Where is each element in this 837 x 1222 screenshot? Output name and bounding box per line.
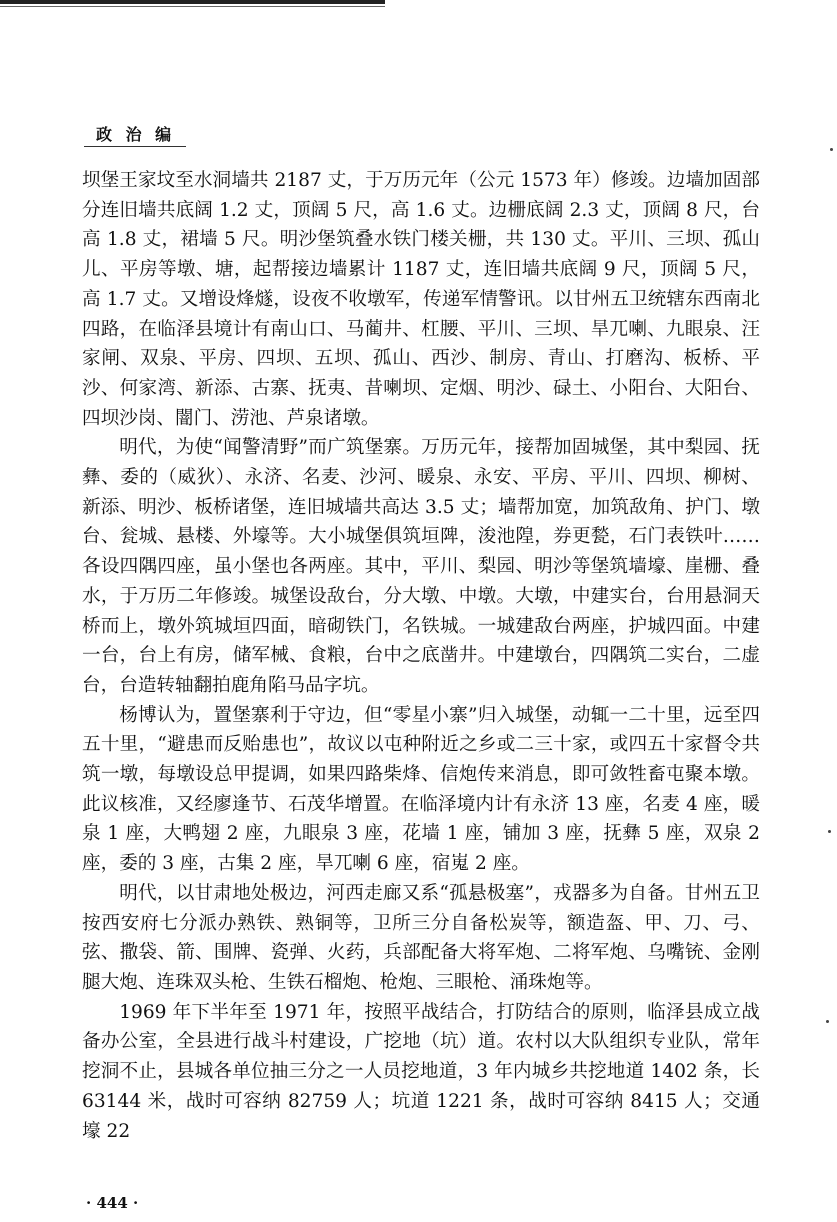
body-text — [82, 166, 760, 1146]
scan-speck — [828, 830, 831, 833]
paragraph-3: 杨博认为，置堡寨利于守边，但“零星小寨”归入城堡，动辄一二十里，远至四五十里，“避患而反贻患也”，故议以屯种附近之乡或二三十家，或四五十家督令共筑一墩，每墩设总甲提调，如果四路柴烽、信炮传来消息，即可敛牲畜屯聚本墩。此议核准，又经廖逢节、石茂华增置。在临泽境内计有永济 13 座，名麦 4 座，暖泉 1 座，大鸭翅 2 座，九眼泉 3 座，花墙 1 座，铺加 3 座，抚彝 5 座，双泉 2 座，委的 3 座，古集 2 座，旱兀喇 6 座，宿嵬 2 座。 — [82, 704, 760, 875]
top-border-line-thin — [0, 6, 385, 7]
top-border-line — [0, 0, 385, 4]
section-title: 政 治 编 — [96, 125, 176, 144]
page-number: · 444 · — [86, 1194, 139, 1212]
scan-speck — [830, 148, 833, 151]
header-rule — [84, 146, 186, 147]
paragraph-5: 1969 年下半年至 1971 年，按照平战结合，打防结合的原则，临泽县成立战备办公室，全县进行战斗村建设，广挖地（坑）道。农村以大队组织专业队，常年挖洞不止，县城各单位抽三分之一人员挖地道，3 年内城乡共挖地道 1402 条，长 63144 米，战时可容纳 82759 人；坑道 1221 条，战时可容纳 8415 人；交通壕 22 — [82, 1001, 760, 1142]
paragraph-4: 明代，以甘肃地处极边，河西走廊又系“孤悬极塞”，戎器多为自备。甘州五卫按西安府七分派办熟铁、熟铜等，卫所三分自备松炭等，额造盔、甲、刀、弓、弦、撒袋、箭、围牌、瓷弹、火药，兵部配备大将军炮、二将军炮、乌嘴铳、金刚腿大炮、连珠双头枪、生铁石榴炮、枪炮、三眼枪、涌珠炮等。 — [82, 882, 760, 993]
scan-speck — [826, 1020, 829, 1023]
paragraph-2: 明代，为使“闻警清野”而广筑堡寨。万历元年，接帮加固城堡，其中梨园、抚彝、委的（威狄）、永济、名麦、沙河、暖泉、永安、平房、平川、四坝、柳树、新添、明沙、板桥诸堡，连旧城墙共高达 3.5 丈；墙帮加宽，加筑敌角、护门、墩台、瓮城、悬楼、外壕等。大小城堡俱筑垣陴，浚池隍，券更甃，石门表铁叶……各设四隅四座，虽小堡也各两座。其中，平川、梨园、明沙等堡筑墙壕、崖栅、叠水，于万历二年修竣。城堡设敌台，分大墩、中墩。大墩，中建实台，台用悬洞天桥而上，墩外筑城垣四面，暗砌铁门，名铁城。一城建敌台两座，护城四面。中建一台，台上有房，储军械、食粮，台中之底凿井。中建墩台，四隅筑二实台，二虚台，台造转轴翻拍鹿角陷马品字坑。 — [82, 437, 760, 696]
paragraph-1: 坝堡王家坟至水洞墙共 2187 丈，于万历元年（公元 1573 年）修竣。边墙加固部分连旧墙共底阔 1.2 丈，顶阔 5 尺，高 1.6 丈。边栅底阔 2.3 丈，顶阔 8 尺，台高 1.8 丈，裙墙 5 尺。明沙堡筑叠水铁门楼关栅，共 130 丈。平川、三坝、孤山儿、平房等墩、塘，起帮接边墙累计 1187 丈，连旧墙共底阔 9 尺，顶阔 5 尺，高 1.7 丈。又增设烽燧，设夜不收墩军，传递军情警讯。以甘州五卫统辖东西南北四路，在临泽县境计有南山口、马蔺井、杠腰、平川、三坝、旱兀喇、九眼泉、汪家闸、双泉、平房、四坝、五坝、孤山、西沙、制房、青山、打磨沟、板桥、平沙、何家湾、新添、古寨、抚夷、昔喇坝、定烟、明沙、碌土、小阳台、大阳台、四坝沙岗、闇门、涝池、芦泉诸墩。 — [82, 170, 760, 429]
